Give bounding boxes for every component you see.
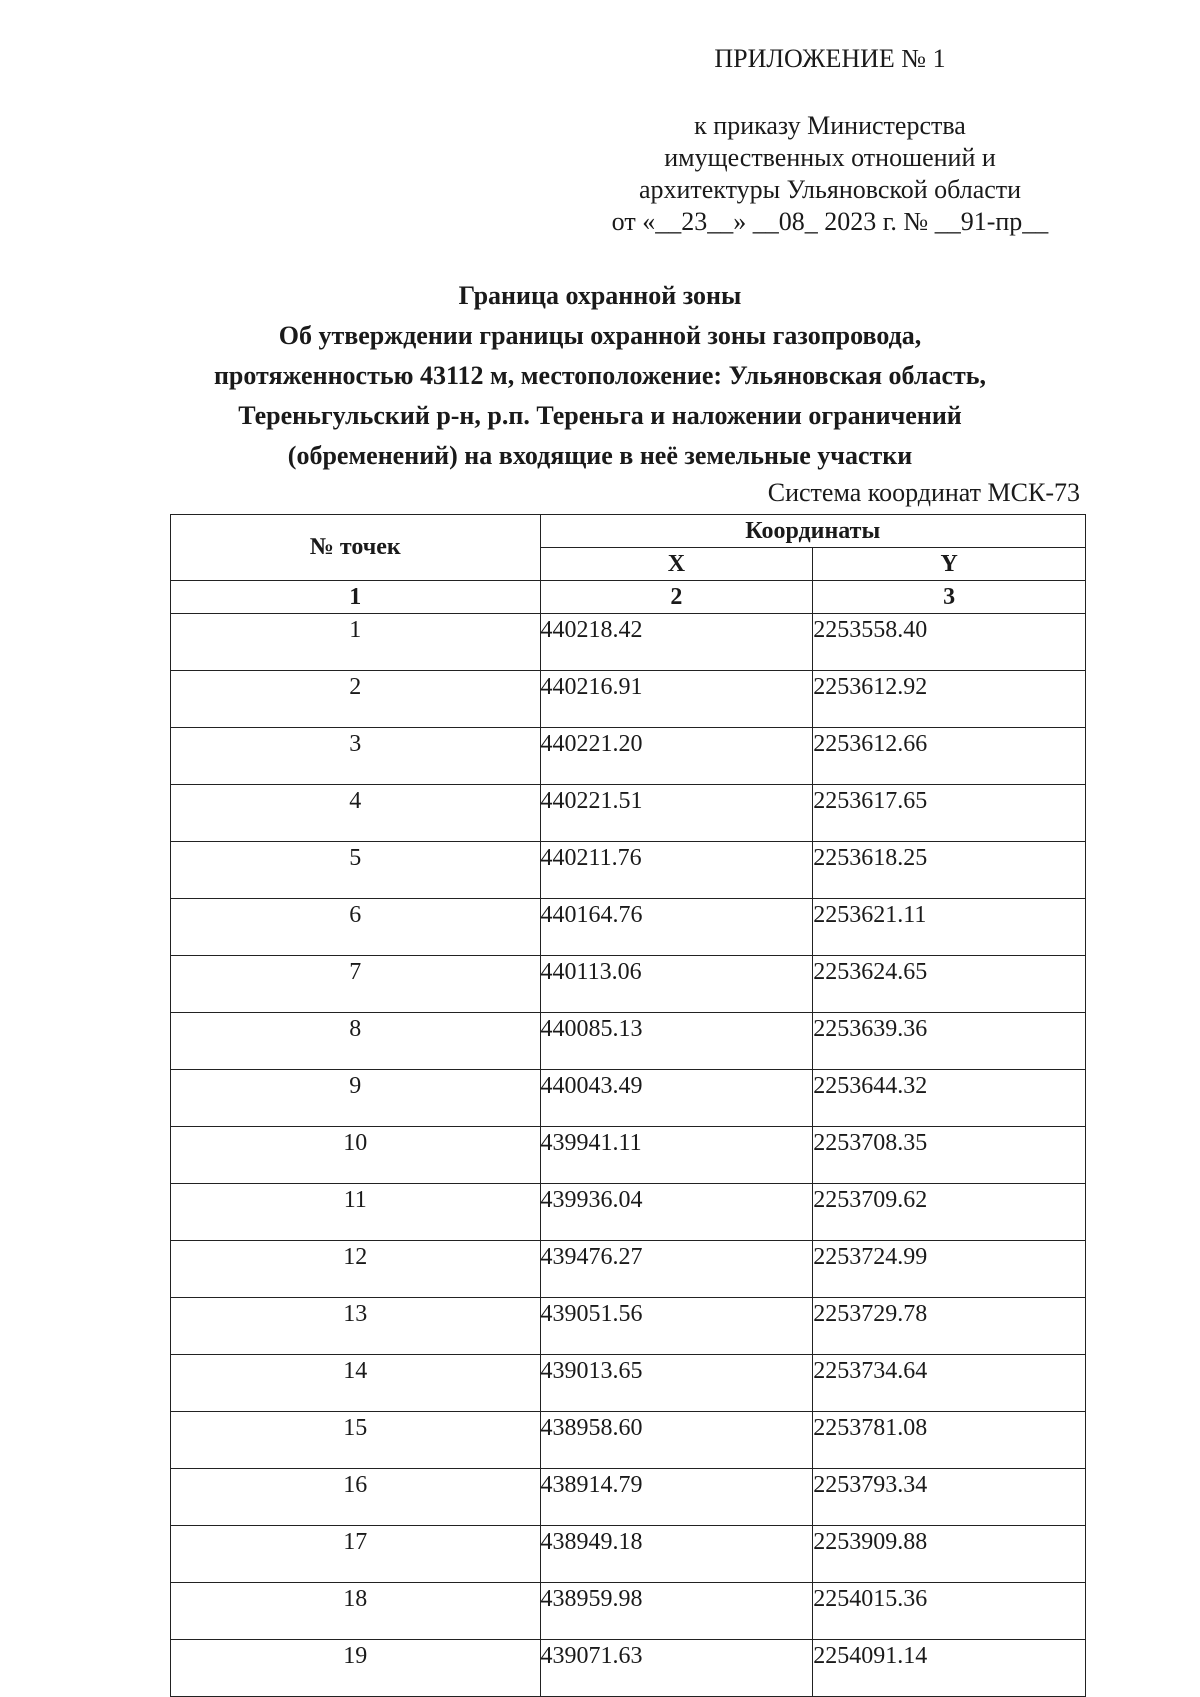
order-reference xyxy=(590,110,1070,238)
table-row xyxy=(171,899,1086,956)
point-number-cell: 5 xyxy=(171,842,541,899)
table-row xyxy=(171,1241,1086,1298)
point-number-cell: 11 xyxy=(171,1184,541,1241)
table-row xyxy=(171,1526,1086,1583)
table-row xyxy=(171,1640,1086,1697)
order-line: имущественных отношений и xyxy=(664,143,996,172)
point-number-cell: 7 xyxy=(171,956,541,1013)
x-coordinate-cell: 439071.63 xyxy=(540,1640,813,1697)
table-row xyxy=(171,1070,1086,1127)
y-coordinate-cell: 2253644.32 xyxy=(813,1070,1086,1127)
y-coordinate-cell: 2253612.66 xyxy=(813,728,1086,785)
y-coordinate-cell: 2253793.34 xyxy=(813,1469,1086,1526)
x-coordinate-cell: 438914.79 xyxy=(540,1469,813,1526)
document-heading xyxy=(140,276,1060,476)
table-row xyxy=(171,1013,1086,1070)
y-coordinate-cell: 2253624.65 xyxy=(813,956,1086,1013)
x-coordinate-cell: 440211.76 xyxy=(540,842,813,899)
y-coordinate-cell: 2253612.92 xyxy=(813,671,1086,728)
point-number-cell: 17 xyxy=(171,1526,541,1583)
order-date-number: от «__23__» __08_ 2023 г. № __91-пр__ xyxy=(611,207,1049,236)
table-row xyxy=(171,1355,1086,1412)
x-header: X xyxy=(540,548,813,581)
x-coordinate-cell: 440043.49 xyxy=(540,1070,813,1127)
point-number-cell: 18 xyxy=(171,1583,541,1640)
y-coordinate-cell: 2253621.11 xyxy=(813,899,1086,956)
point-number-cell: 6 xyxy=(171,899,541,956)
point-number-cell: 4 xyxy=(171,785,541,842)
x-coordinate-cell: 438959.98 xyxy=(540,1583,813,1640)
point-number-cell: 1 xyxy=(171,614,541,671)
column-number-2: 2 xyxy=(540,581,813,614)
x-coordinate-cell: 440085.13 xyxy=(540,1013,813,1070)
y-coordinate-cell: 2253708.35 xyxy=(813,1127,1086,1184)
table-row xyxy=(171,1469,1086,1526)
point-number-cell: 2 xyxy=(171,671,541,728)
x-coordinate-cell: 440221.51 xyxy=(540,785,813,842)
table-row xyxy=(171,728,1086,785)
appendix-title: ПРИЛОЖЕНИЕ № 1 xyxy=(714,44,946,73)
y-coordinate-cell: 2253618.25 xyxy=(813,842,1086,899)
y-header: Y xyxy=(813,548,1086,581)
coordinate-system-label: Система координат МСК-73 xyxy=(767,478,1080,507)
table-row xyxy=(171,1412,1086,1469)
y-coordinate-cell: 2253909.88 xyxy=(813,1526,1086,1583)
table-row xyxy=(171,1127,1086,1184)
heading-line: Граница охранной зоны xyxy=(458,281,742,310)
point-number-cell: 9 xyxy=(171,1070,541,1127)
point-number-cell: 3 xyxy=(171,728,541,785)
x-coordinate-cell: 438949.18 xyxy=(540,1526,813,1583)
point-number-cell: 13 xyxy=(171,1298,541,1355)
order-line: к приказу Министерства xyxy=(694,111,966,140)
point-number-cell: 8 xyxy=(171,1013,541,1070)
x-coordinate-cell: 440164.76 xyxy=(540,899,813,956)
table-row xyxy=(171,1184,1086,1241)
heading-line: протяженностью 43112 м, местоположение: Ульяновская область, xyxy=(213,361,987,390)
x-coordinate-cell: 438958.60 xyxy=(540,1412,813,1469)
order-line: архитектуры Ульяновской области xyxy=(638,175,1022,204)
column-number-1: 1 xyxy=(171,581,541,614)
point-number-cell: 19 xyxy=(171,1640,541,1697)
x-coordinate-cell: 439013.65 xyxy=(540,1355,813,1412)
y-coordinate-cell: 2253724.99 xyxy=(813,1241,1086,1298)
point-number-cell: 14 xyxy=(171,1355,541,1412)
y-coordinate-cell: 2253639.36 xyxy=(813,1013,1086,1070)
x-coordinate-cell: 439051.56 xyxy=(540,1298,813,1355)
y-coordinate-cell: 2253729.78 xyxy=(813,1298,1086,1355)
x-coordinate-cell: 440113.06 xyxy=(540,956,813,1013)
point-number-cell: 12 xyxy=(171,1241,541,1298)
x-coordinate-cell: 440216.91 xyxy=(540,671,813,728)
table-row xyxy=(171,842,1086,899)
y-coordinate-cell: 2253734.64 xyxy=(813,1355,1086,1412)
x-coordinate-cell: 440221.20 xyxy=(540,728,813,785)
x-coordinate-cell: 439476.27 xyxy=(540,1241,813,1298)
table-row xyxy=(171,785,1086,842)
column-number-3: 3 xyxy=(813,581,1086,614)
y-coordinate-cell: 2254091.14 xyxy=(813,1640,1086,1697)
y-coordinate-cell: 2253781.08 xyxy=(813,1412,1086,1469)
point-number-cell: 16 xyxy=(171,1469,541,1526)
heading-line: Тереньгульский р-н, р.п. Тереньга и наложении ограничений xyxy=(238,401,962,430)
coordinates-header: Координаты xyxy=(540,515,1086,548)
table-row xyxy=(171,1298,1086,1355)
x-coordinate-cell: 440218.42 xyxy=(540,614,813,671)
point-number-cell: 15 xyxy=(171,1412,541,1469)
table-row xyxy=(171,1583,1086,1640)
x-coordinate-cell: 439941.11 xyxy=(540,1127,813,1184)
y-coordinate-cell: 2253617.65 xyxy=(813,785,1086,842)
y-coordinate-cell: 2254015.36 xyxy=(813,1583,1086,1640)
table-row xyxy=(171,671,1086,728)
table-row xyxy=(171,614,1086,671)
heading-line: (обременений) на входящие в неё земельные участки xyxy=(287,441,913,470)
table-row xyxy=(171,956,1086,1013)
y-coordinate-cell: 2253558.40 xyxy=(813,614,1086,671)
points-header: № точек xyxy=(171,515,541,581)
x-coordinate-cell: 439936.04 xyxy=(540,1184,813,1241)
point-number-cell: 10 xyxy=(171,1127,541,1184)
coordinates-table xyxy=(170,514,1086,1697)
table-body xyxy=(171,614,1086,1697)
y-coordinate-cell: 2253709.62 xyxy=(813,1184,1086,1241)
heading-line: Об утверждении границы охранной зоны газопровода, xyxy=(278,321,922,350)
